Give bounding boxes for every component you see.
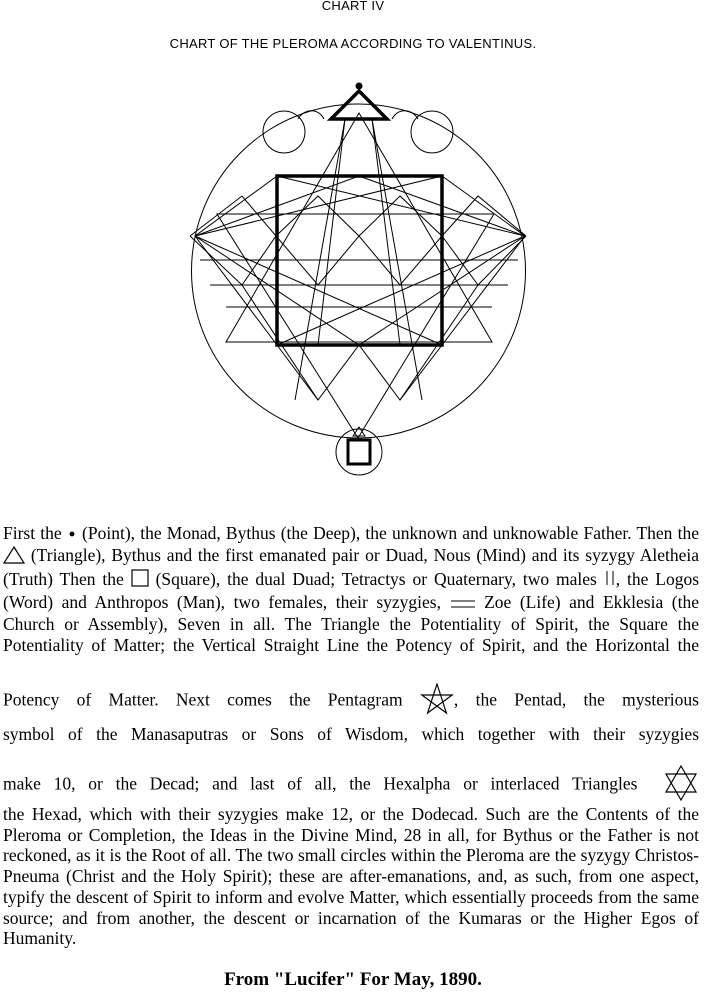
hexagram-icon <box>663 765 699 806</box>
top-zigzag <box>190 196 526 236</box>
small-bottom-triangle <box>353 427 365 436</box>
chart-label: CHART IV <box>321 0 385 13</box>
chart-title: CHART OF THE PLEROMA ACCORDING TO VALENTINUS. <box>169 36 537 51</box>
cross-line-1 <box>195 236 442 345</box>
pentagram-line: Potency of Matter. Next comes the Pentagram , the Pentad, the mysterious <box>3 683 699 720</box>
manasaputras-line: symbol of the Manasaputras or Sons of Wisdom, which together with their syzygies <box>3 724 699 744</box>
apex-line-mid-left <box>318 119 345 345</box>
square-icon <box>131 569 149 592</box>
triangle-icon <box>3 546 25 569</box>
monad-point <box>356 83 363 90</box>
apex-line-mid-right <box>372 119 400 345</box>
point-icon <box>67 525 77 546</box>
source-footer: From "Lucifer" For May, 1890. <box>224 969 482 990</box>
hexalpha-line: make 10, or the Decad; and last of all, the Hexalpha or interlaced Triangles <box>3 765 699 806</box>
bottom-square <box>348 440 370 464</box>
paragraph-2: the Hexad, which with their syzygies make 12, or the Dodecad. Such are the Contents of the Pleroma or Completion, the Ideas in the Divine Mind, 28 in all, for Bythus or the Father is not reckoned, as it is the Root of all. The two small circles within the Pleroma are the syzygy Christos-Pneuma (Christ and the Holy Spirit); these are after-emanations, and, as such, from one aspect, typify the descent of Spirit to inform and evolve Matter, which essentially proceeds from the same source; and from another, the descent or incarnation of the Kumaras or the Higher Egos of Humanity. <box>3 804 699 949</box>
two-vertical-lines-icon <box>604 570 616 591</box>
pleroma-circle <box>192 104 526 438</box>
left-arc <box>298 111 324 119</box>
right-arc <box>392 111 418 119</box>
two-horizontal-lines-icon <box>450 594 476 615</box>
cross-line-4 <box>195 176 442 236</box>
paragraph-1: First the (Point), the Monad, Bythus (the Deep), the unknown and unknowable Father. Then the (Triangle), Bythus and the first emanated pair or Duad, Nous (Mind) and its syzygy Aletheia (Truth) Then the (Square), the dual Duad; Tetractys or Quaternary, two males , the Logos (Word) and Anthropos (Man), two females, their syzygies, Zoe (Life) and Ekklesia (the Church or Assembly), Seven in all. The Triangle the Potentiality of Spirit, the Square the Potentiality of Matter; the Vertical Straight Line the Potency of Spirit, and the Horizontal the <box>3 523 700 656</box>
large-up-triangle <box>226 113 492 342</box>
pentagram-icon <box>420 683 454 720</box>
